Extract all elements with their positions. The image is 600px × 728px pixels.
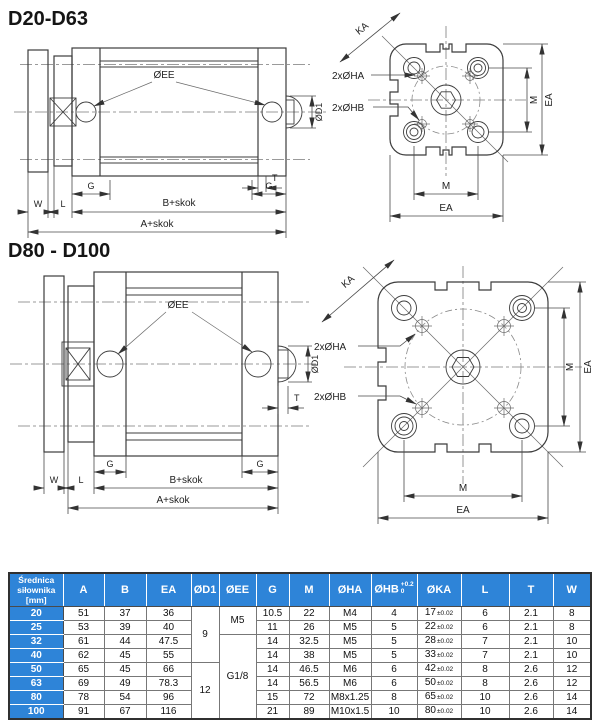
front-view-drawing-d80-d100 (314, 252, 599, 552)
header-cell: M (289, 573, 329, 607)
table-cell: 14 (256, 663, 289, 677)
dim-label-od1: ØD1 (314, 102, 324, 122)
table-cell: 26 (289, 621, 329, 635)
side-view-drawing-d20-d63 (14, 40, 334, 255)
dim-label-w-2: W (49, 475, 59, 485)
table-cell: M10x1.5 (329, 705, 371, 720)
row-header: 63 (9, 677, 63, 691)
header-cell: L (461, 573, 509, 607)
section-title-d80-d100: D80 - D100 (8, 240, 111, 262)
table-cell: 12 (553, 663, 591, 677)
table-body (9, 607, 591, 720)
dim-label-m-right: M (529, 95, 540, 105)
row-header: 25 (9, 621, 63, 635)
table-cell: 14 (256, 649, 289, 663)
table-cell: 2.1 (509, 635, 553, 649)
table-cell: 45 (104, 663, 146, 677)
table-row (9, 635, 591, 649)
header-cell: ØKA (417, 573, 461, 607)
table-row (9, 649, 591, 663)
table-cell: 15 (256, 691, 289, 705)
row-header: 50 (9, 663, 63, 677)
dim-label-l-2: L (78, 475, 84, 485)
side-view-drawing-d80-d100 (10, 264, 325, 549)
table-row (9, 621, 591, 635)
row-header: 32 (9, 635, 63, 649)
table-cell: 96 (146, 691, 191, 705)
table-cell: 2.1 (509, 621, 553, 635)
callout-oha: 2xØHA (332, 71, 365, 82)
table-cell: 4 (371, 607, 417, 621)
table-cell: 12 (191, 663, 219, 720)
dim-label-b-skok-2: B+skok (169, 475, 203, 486)
table-cell: 10 (371, 705, 417, 720)
table-cell: M8x1.25 (330, 691, 370, 703)
table-row (9, 663, 591, 677)
table-cell: 62 (63, 649, 104, 663)
table-header (9, 573, 591, 607)
header-cell: T (509, 573, 553, 607)
table-cell: 14 (553, 691, 591, 705)
dim-label-l: L (60, 199, 66, 209)
row-header: 100 (9, 705, 63, 720)
header-cell: A (63, 573, 104, 607)
header-cell: EA (146, 573, 191, 607)
table-cell: 2.1 (509, 649, 553, 663)
table-cell: 54 (104, 691, 146, 705)
table-cell: 38 (289, 649, 329, 663)
table-cell: 22±0.02 (417, 621, 461, 635)
row-header: 80 (9, 691, 63, 705)
table-cell: 8 (461, 677, 509, 691)
table-cell: 45 (104, 649, 146, 663)
table-row (9, 607, 591, 621)
section-title-d20-d63: D20-D63 (8, 8, 89, 30)
table-cell: 51 (63, 607, 104, 621)
table-cell: 61 (63, 635, 104, 649)
table-cell: 89 (289, 705, 329, 720)
table-cell: 53 (63, 621, 104, 635)
dim-label-w: W (33, 199, 43, 209)
dimension-table (8, 572, 592, 720)
header-cell-diameter: Średnica siłownika [mm] (9, 573, 63, 607)
table-row (9, 691, 591, 705)
table-cell: M4 (329, 607, 371, 621)
table-cell: 2.1 (509, 607, 553, 621)
table-cell: 5 (371, 621, 417, 635)
dim-label-b-skok: B+skok (162, 198, 196, 209)
table-cell: 66 (146, 663, 191, 677)
table-cell: M5 (219, 607, 256, 635)
table-cell: 7 (461, 649, 509, 663)
table-cell: 22 (289, 607, 329, 621)
dim-label-t: T (272, 173, 278, 183)
dim-label-ea-bottom: EA (439, 203, 453, 214)
table-cell: 2.6 (509, 663, 553, 677)
table-cell: 55 (146, 649, 191, 663)
table-cell: 69 (63, 677, 104, 691)
table-cell: 14 (256, 635, 289, 649)
dim-label-oee-2: ØEE (167, 300, 189, 311)
header-cell: ØHA (329, 573, 371, 607)
table-cell: 21 (256, 705, 289, 720)
dim-label-g-right-2: G (256, 459, 264, 469)
dim-label-ka-2: KA (339, 273, 358, 291)
table-cell: 8 (553, 621, 591, 635)
table-cell: 17±0.02 (417, 607, 461, 621)
table-cell: 56.5 (289, 677, 329, 691)
table-cell: 9 (191, 607, 219, 663)
front-view-drawing-d20-d63 (330, 4, 595, 239)
dim-label-oee: ØEE (153, 70, 175, 81)
callout-oha-2: 2xØHA (314, 342, 347, 353)
table-cell: 6 (461, 621, 509, 635)
table-cell: 6 (371, 663, 417, 677)
table-cell: 8 (461, 663, 509, 677)
table-cell: 28±0.02 (417, 635, 461, 649)
dim-label-g-left-2: G (106, 459, 114, 469)
table-cell: 7 (461, 635, 509, 649)
table-cell: 37 (104, 607, 146, 621)
table-row (9, 705, 591, 720)
table-cell: 65±0.02 (417, 691, 461, 705)
table-cell: 6 (371, 677, 417, 691)
table-cell: 11 (256, 621, 289, 635)
dim-label-ea-right-2: EA (583, 360, 594, 374)
header-cell: G (256, 573, 289, 607)
table-cell: 49 (104, 677, 146, 691)
dim-label-ea-bottom-2: EA (456, 505, 470, 516)
table-cell: 14 (256, 677, 289, 691)
table-cell: 91 (63, 705, 104, 720)
table-cell: 116 (146, 705, 191, 720)
dim-label-a-skok: A+skok (140, 219, 174, 230)
callout-ohb: 2xØHB (332, 103, 365, 114)
dim-label-g-left: G (87, 181, 95, 191)
table-cell: 36 (146, 607, 191, 621)
table-cell: M6 (329, 663, 371, 677)
table-cell: M6 (329, 677, 371, 691)
table-cell: 72 (289, 691, 329, 705)
dim-label-a-skok-2: A+skok (156, 495, 190, 506)
table-cell: M5 (329, 635, 371, 649)
table-cell: 32.5 (289, 635, 329, 649)
dim-label-od1-2: ØD1 (310, 354, 320, 374)
callout-ohb-2: 2xØHB (314, 392, 347, 403)
table-cell: 33±0.02 (417, 649, 461, 663)
table-cell: 65 (63, 663, 104, 677)
table-cell: M5 (329, 621, 371, 635)
table-cell: 6 (461, 607, 509, 621)
header-cell: ØHB +0.2 0 (371, 573, 417, 607)
table-cell: M5 (329, 649, 371, 663)
table-cell: 39 (104, 621, 146, 635)
table-cell: 47.5 (146, 635, 191, 649)
table-cell: 10 (461, 705, 509, 720)
dim-label-ka: KA (353, 20, 372, 38)
table-cell: 2.6 (509, 677, 553, 691)
table-cell: 42±0.02 (417, 663, 461, 677)
row-header: 40 (9, 649, 63, 663)
table-cell: 2.6 (509, 691, 553, 705)
table-cell: 40 (146, 621, 191, 635)
dim-label-t-2: T (294, 393, 300, 403)
dim-label-m-bottom-2: M (458, 483, 468, 494)
dim-label-ea-right: EA (544, 93, 555, 107)
table-row (9, 677, 591, 691)
table-cell: 5 (371, 649, 417, 663)
table-cell: 67 (104, 705, 146, 720)
table-cell: 14 (553, 705, 591, 720)
table-cell: 10 (553, 635, 591, 649)
table-cell: 46.5 (289, 663, 329, 677)
table-cell: 44 (104, 635, 146, 649)
table-cell: 10.5 (256, 607, 289, 621)
header-cell: W (553, 573, 591, 607)
table-cell: 78 (63, 691, 104, 705)
table-cell: 10 (553, 649, 591, 663)
table-cell: 2.6 (509, 705, 553, 720)
header-cell: ØEE (219, 573, 256, 607)
table-cell: 50±0.02 (417, 677, 461, 691)
header-cell: B (104, 573, 146, 607)
table-cell: 8 (553, 607, 591, 621)
table-cell: 8 (371, 691, 417, 705)
table-cell: G1/8 (219, 635, 256, 720)
header-cell: ØD1 (191, 573, 219, 607)
table-cell: 80±0.02 (417, 705, 461, 720)
table-cell: 5 (371, 635, 417, 649)
row-header: 20 (9, 607, 63, 621)
table-cell: 12 (553, 677, 591, 691)
dim-label-m-bottom: M (441, 181, 451, 192)
table-cell: 10 (461, 691, 509, 705)
dim-label-g-right: G (265, 181, 273, 191)
table-cell: 78.3 (146, 677, 191, 691)
dim-label-m-right-2: M (565, 362, 576, 372)
